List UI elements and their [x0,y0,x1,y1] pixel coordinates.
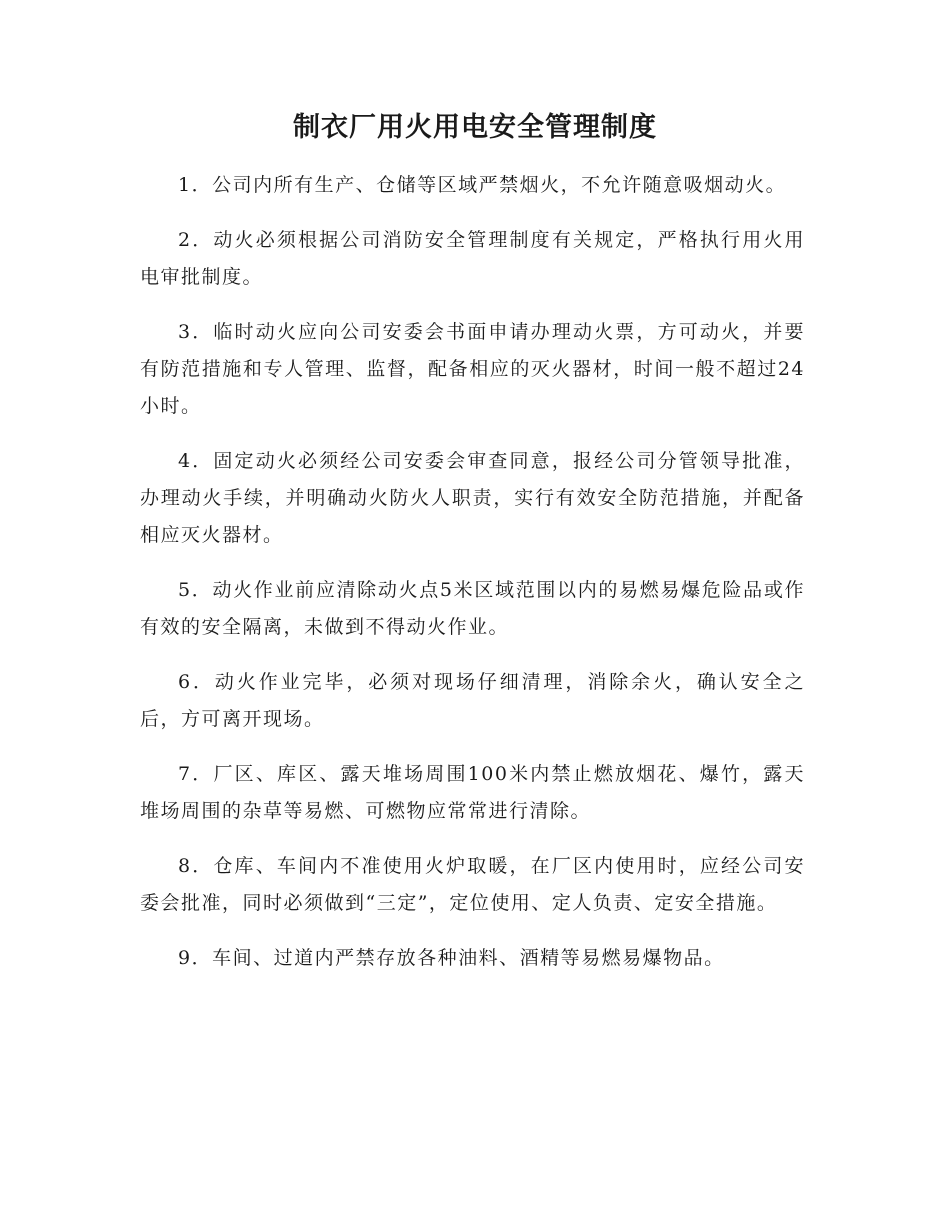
paragraph-9: 9．车间、过道内严禁存放各种油料、酒精等易燃易爆物品。 [178,947,725,969]
paragraph-3: 3．临时动火应向公司安委会书面申请办理动火票，方可动火，并要有防范措施和专人管理、监督，配备相应的灭火器材，时间一般不超过24小时。 [140,321,805,417]
paragraph-7: 7．厂区、库区、露天堆场周围100米内禁止燃放烟花、爆竹，露天堆场周围的杂草等易燃、可燃物应常常进行清除。 [140,763,805,822]
paragraph-1: 1．公司内所有生产、仓储等区域严禁烟火，不允许随意吸烟动火。 [178,174,787,196]
paragraph-4: 4．固定动火必须经公司安委会审查同意，报经公司分管领导批准，办理动火手续，并明确动火防火人职责，实行有效安全防范措施，并配备相应灭火器材。 [140,450,805,546]
paragraph-5: 5．动火作业前应清除动火点5米区域范围以内的易燃易爆危险品或作有效的安全隔离，未做到不得动火作业。 [140,579,805,638]
document-title: 制衣厂用火用电安全管理制度 [293,112,657,143]
paragraph-2: 2．动火必须根据公司消防安全管理制度有关规定，严格执行用火用电审批制度。 [140,229,805,288]
paragraph-6: 6．动火作业完毕，必须对现场仔细清理，消除余火，确认安全之后，方可离开现场。 [140,671,805,730]
paragraph-8: 8．仓库、车间内不准使用火炉取暖，在厂区内使用时，应经公司安委会批准，同时必须做到“三定”，定位使用、定人负责、定安全措施。 [140,855,805,914]
document-body [140,167,805,995]
